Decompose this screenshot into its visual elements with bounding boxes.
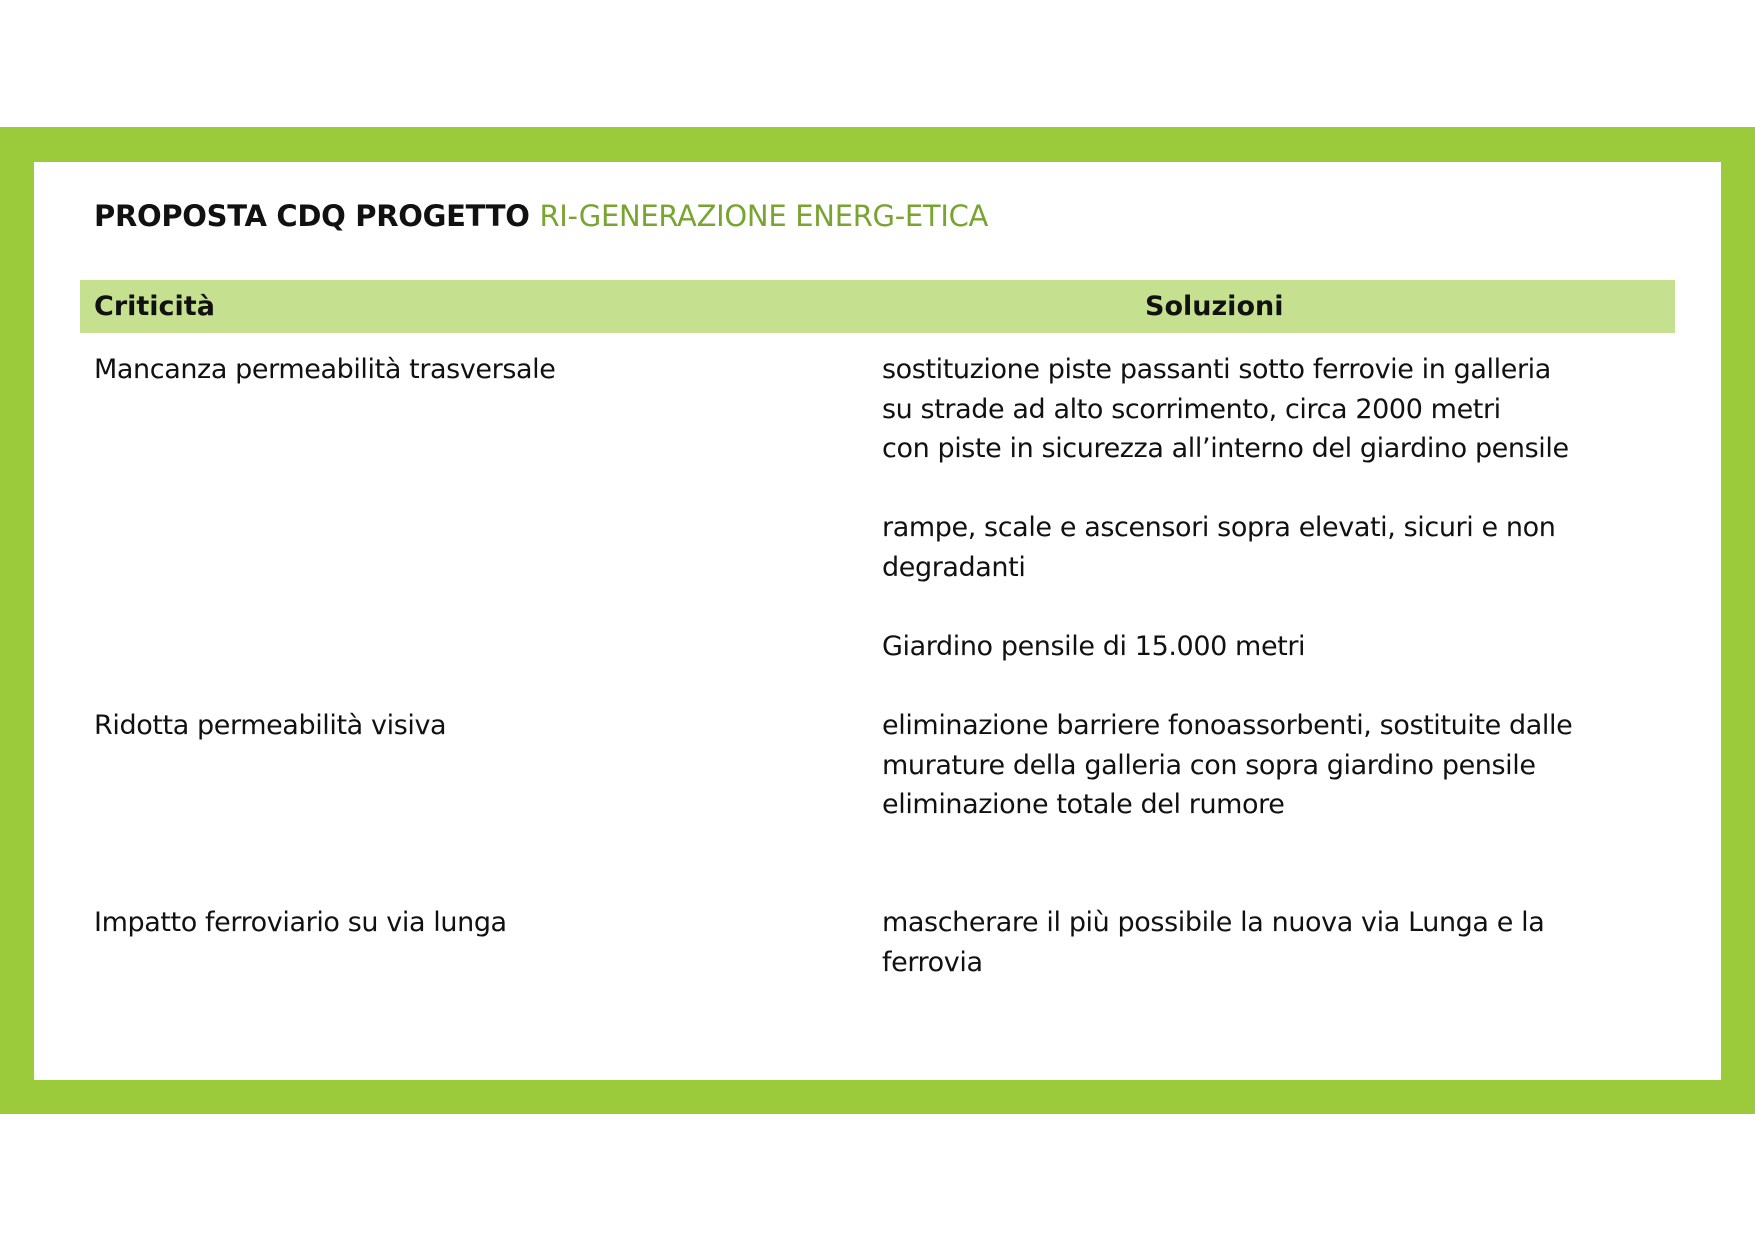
title-accent: RI-GENERAZIONE ENERG-ETICA — [539, 199, 989, 233]
solution-line: murature della galleria con sopra giardino pensile — [882, 749, 1536, 781]
solution-line: ferrovia — [882, 946, 983, 978]
header-soluzioni: Soluzioni — [1145, 291, 1284, 322]
title-prefix: PROPOSTA CDQ PROGETTO — [94, 199, 540, 233]
row-1-solution-3 — [882, 627, 1662, 667]
row-3-criticita: Impatto ferroviario su via lunga — [94, 907, 507, 938]
solution-line: rampe, scale e ascensori sopra elevati, sicuri e non — [882, 512, 1556, 543]
row-1-criticita: Mancanza permeabilità trasversale — [94, 354, 556, 385]
row-3-solution-1 — [882, 903, 1662, 982]
row-1-solution-1 — [882, 350, 1662, 469]
table-header-row — [80, 280, 1675, 333]
solution-line: degradanti — [882, 551, 1026, 583]
solution-line: mascherare il più possibile la nuova via Lunga e la — [882, 907, 1545, 938]
header-criticita: Criticità — [94, 291, 215, 322]
solution-line: eliminazione barriere fonoassorbenti, sostituite dalle — [882, 710, 1573, 741]
solution-line: su strade ad alto scorrimento, circa 2000 metri — [882, 393, 1501, 425]
row-2-solution-1 — [882, 706, 1662, 825]
solution-line: Giardino pensile di 15.000 metri — [882, 631, 1306, 662]
solution-line: sostituzione piste passanti sotto ferrovie in galleria — [882, 354, 1551, 385]
solution-line: con piste in sicurezza all’interno del giardino pensile — [882, 433, 1569, 464]
solution-line: eliminazione totale del rumore — [882, 789, 1285, 820]
row-1-solution-2 — [882, 508, 1662, 587]
row-2-criticita: Ridotta permeabilità visiva — [94, 710, 447, 741]
page-title — [94, 199, 988, 233]
